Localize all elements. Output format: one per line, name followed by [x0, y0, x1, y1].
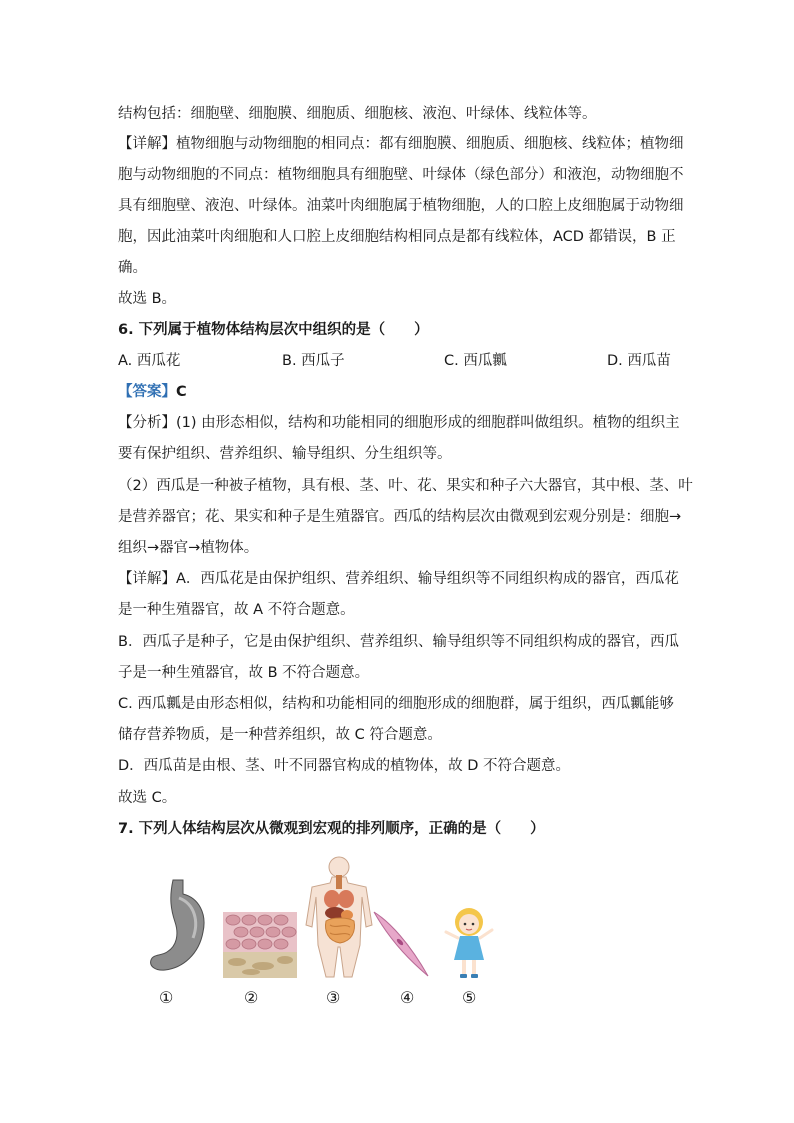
question-6-stem: 6. 下列属于植物体结构层次中组织的是（ ）	[118, 322, 429, 338]
text-line: 结构包括：细胞壁、细胞膜、细胞质、细胞核、液泡、叶绿体、线粒体等。	[118, 106, 597, 122]
figure-label: ①	[159, 988, 174, 1007]
answer-line	[118, 382, 187, 402]
option-c: C. 西瓜瓤	[444, 353, 507, 369]
figure-label: ③	[326, 988, 341, 1007]
text-line: 确。	[118, 260, 147, 276]
stomach-image	[143, 876, 213, 976]
option-a: A. 西瓜花	[118, 353, 181, 369]
figure-label: ②	[244, 988, 259, 1007]
analysis-line: 要有保护组织、营养组织、输导组织、分生组织等。	[118, 446, 452, 462]
figure-label: ⑤	[462, 988, 477, 1007]
answer-value: C	[176, 384, 187, 400]
answer-tag: 【答案】	[118, 384, 176, 400]
analysis-line: （2）西瓜是一种被子植物，具有根、茎、叶、花、果实和种子六大器官，其中根、茎、叶	[118, 478, 693, 494]
analysis-line: B．西瓜子是种子，它是由保护组织、营养组织、输导组织等不同组织构成的器官，西瓜	[118, 634, 679, 650]
figure-label: ④	[400, 988, 415, 1007]
question-7-stem: 7. 下列人体结构层次从微观到宏观的排列顺序，正确的是（ ）	[118, 821, 545, 837]
analysis-line: 故选 C。	[118, 790, 177, 806]
text-line: 故选 B。	[118, 291, 177, 307]
option-b: B. 西瓜子	[282, 353, 345, 369]
option-d: D. 西瓜苗	[607, 353, 671, 369]
text-line: 胞，因此油菜叶肉细胞和人口腔上皮细胞结构相同点是都有线粒体，ACD 都错误，B 正	[118, 229, 676, 245]
text-line: 胞与动物细胞的不同点：植物细胞具有细胞壁、叶绿体（绿色部分）和液泡，动物细胞不	[118, 167, 684, 183]
body-organs-image	[302, 855, 376, 979]
tissue-image	[223, 912, 297, 978]
analysis-line: 是营养器官；花、果实和种子是生殖器官。西瓜的结构层次由微观到宏观分别是：细胞→	[118, 509, 682, 525]
analysis-line: C. 西瓜瓤是由形态相似，结构和功能相同的细胞形成的细胞群，属于组织，西瓜瓤能够	[118, 696, 674, 712]
analysis-line: 子是一种生殖器官，故 B 不符合题意。	[118, 665, 370, 681]
text-line: 【详解】植物细胞与动物细胞的相同点：都有细胞膜、细胞质、细胞核、线粒体；植物细	[118, 136, 684, 152]
analysis-line: 组织→器官→植物体。	[118, 540, 259, 556]
text-line: 具有细胞壁、液泡、叶绿体。油菜叶肉细胞属于植物细胞，人的口腔上皮细胞属于动物细	[118, 198, 684, 214]
girl-image	[440, 904, 498, 980]
muscle-cell-image	[370, 908, 432, 980]
analysis-line: 储存营养物质，是一种营养组织，故 C 符合题意。	[118, 727, 442, 743]
analysis-line: 【分析】(1) 由形态相似，结构和功能相同的细胞形成的细胞群叫做组织。植物的组织主	[118, 415, 680, 431]
analysis-line: 【详解】A．西瓜花是由保护组织、营养组织、输导组织等不同组织构成的器官，西瓜花	[118, 571, 679, 587]
analysis-line: 是一种生殖器官，故 A 不符合题意。	[118, 602, 355, 618]
analysis-line: D．西瓜苗是由根、茎、叶不同器官构成的植物体，故 D 不符合题意。	[118, 758, 571, 774]
